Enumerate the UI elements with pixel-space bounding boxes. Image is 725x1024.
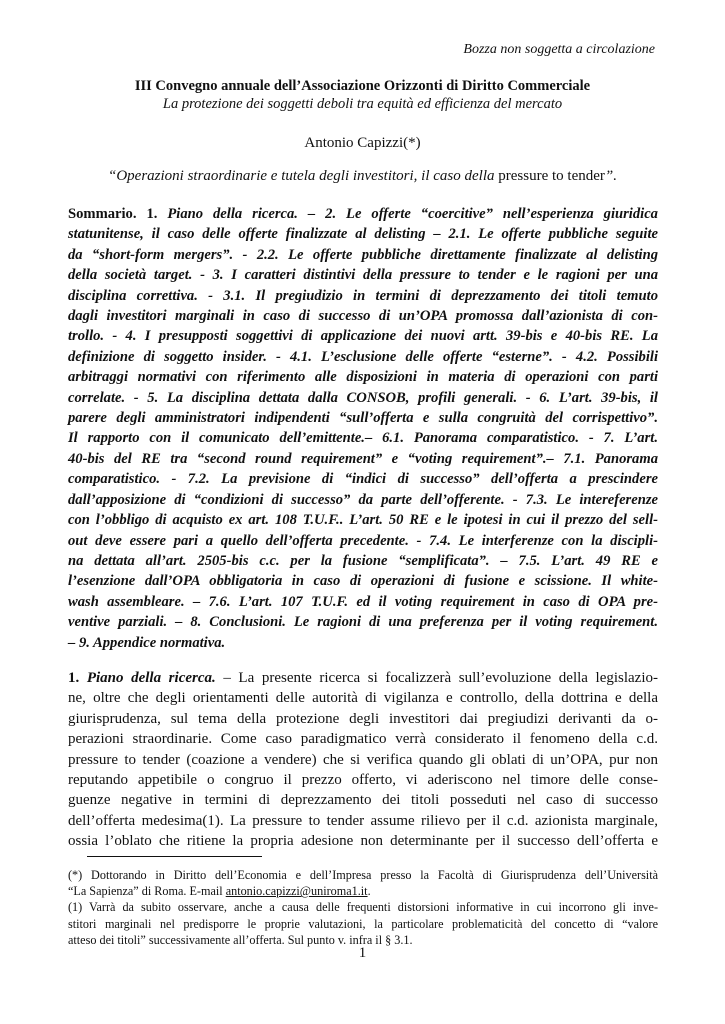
summary-text: definizione di soggetto insider. - 4.1. L’esclusione delle offerte “esterne”. - 4.2. Possibili — [68, 348, 658, 365]
paper-title-roman: pressure to tender — [494, 168, 605, 184]
paragraph-text: ne, oltre che degli orientamenti delle autorità di vigilanza e controllo, della dottrina e della — [68, 690, 658, 707]
paper-title-italic: “Operazioni straordinarie e tutela degli investitori, il caso della — [108, 168, 495, 184]
summary-line — [68, 428, 658, 448]
summary-text: con l’obbligo di acquisto ex art. 108 T.U.F.. L’art. 50 RE e le ipotesi in cui il prezzo del sell- — [68, 512, 658, 529]
summary-line — [68, 367, 658, 387]
summary-text: da “short-form mergers”. - 2.2. Le offerte pubbliche direttamente finalizzate al delisting — [68, 246, 658, 263]
summary-line — [68, 388, 658, 408]
summary-line — [68, 286, 658, 306]
paragraph-line — [68, 668, 658, 688]
summary-line — [68, 326, 658, 346]
summary-text: na dettata all’art. 2505-bis c.c. per la fusione “semplificata”. – 7.5. L’art. 49 RE e — [68, 552, 658, 569]
section-title: Piano della ricerca. — [86, 670, 224, 686]
summary-line — [68, 224, 658, 244]
summary-text: Il rapporto con il comunicato dell’emittente.– 6.1. Panorama comparatistico. - 7. L’art. — [68, 430, 658, 447]
conference-title: III Convegno annuale dell’Associazione Orizzonti di Diritto Commerciale — [134, 78, 591, 94]
paragraph-line — [68, 770, 658, 790]
paragraph-text: pressure to tender (coazione a vendere) che si verifica quando gli oblati di un’OPA, pur non — [68, 751, 658, 768]
paragraph-line — [68, 709, 658, 729]
conference-subtitle: La protezione dei soggetti deboli tra equità ed efficienza del mercato — [162, 96, 563, 112]
draft-note: Bozza non soggetta a circolazione — [463, 42, 655, 57]
summary-heading: Sommario. 1. — [68, 206, 158, 222]
summary-line — [68, 469, 658, 489]
author-email-link[interactable]: antonio.capizzi@uniroma1.it — [225, 884, 368, 899]
summary-text: l’esenzione dall’OPA obbligatoria in caso di operazioni di fusione e scissione. Il white- — [68, 573, 658, 590]
paragraph-line — [68, 688, 658, 708]
summary-text: comparatistico. - 7.2. La previsione di “indici di successo” dell’offerta a prescindere — [68, 471, 658, 488]
paragraph-text: reputando appetibile o congruo il prezzo offerto, vi aderiscono nel timore delle conse- — [68, 772, 658, 789]
paragraph-text: guenze negative in termini di deprezzamento dei titoli posseduti nel caso di successo — [68, 792, 658, 809]
paragraph-line — [68, 831, 658, 851]
paragraph-line — [68, 750, 658, 770]
summary-text: della società target. - 3. I caratteri distintivi della pressure to tender e le ragioni per una — [68, 267, 658, 284]
paragraph-text: giurisprudenza, sul tema della protezione degli investitori dai pregiudizi derivanti da o- — [68, 710, 658, 727]
paper-title-end: ”. — [604, 168, 617, 184]
table-of-contents-summary — [68, 204, 658, 653]
summary-line — [68, 204, 658, 224]
summary-line — [68, 490, 658, 510]
summary-text: Piano della ricerca. – 2. Le offerte “coercitive” nell’esperienza giuridica — [157, 206, 658, 222]
summary-text: dagli investitori marginali in caso di successo di un’OPA promossa dall’azionista di con- — [68, 308, 658, 325]
summary-text: wash assembleare. – 7.6. L’art. 107 T.U.F. ed il voting requirement in caso di OPA pre- — [68, 593, 658, 610]
summary-text: correlate. - 5. La disciplina dettata dalla CONSOB, profili generali. - 6. L’art. 39-bis, il — [68, 389, 658, 406]
summary-line — [68, 449, 658, 469]
footnote-author-end: . — [367, 884, 371, 899]
summary-text: disciplina correttiva. - 3.1. Il pregiudizio in termini di deprezzamento dei titoli temuto — [68, 287, 658, 304]
summary-line — [68, 245, 658, 265]
footnote-author-line-2 — [68, 883, 658, 899]
summary-line — [68, 571, 658, 591]
summary-text: statunitense, il caso delle offerte finalizzate al delisting – 2.1. Le offerte pubbliche seguite — [68, 226, 658, 243]
summary-text: – 9. Appendice normativa. — [68, 634, 226, 651]
summary-line — [68, 265, 658, 285]
summary-text: dall’apposizione di “condizioni di successo” da parte dell’offerente. - 7.3. Le intereferenze — [68, 491, 658, 508]
summary-line — [68, 612, 658, 632]
summary-text: out deve essere pari a quello dell’offerta precedente. - 7.4. Le interferenze con la discipli- — [68, 532, 658, 549]
summary-text: ventive parziali. – 8. Conclusioni. Le ragioni di una preferenza per il voting requirement. — [68, 614, 658, 631]
section-1-body — [68, 668, 658, 852]
paragraph-text: ossia l’oblato che ritiene la propria adesione non determinante per il successo dell’offerta e — [68, 833, 658, 850]
footnote-1-line-1: (1) Varrà da subito osservare, anche a causa delle frequenti distorsioni informative in cui incorrono gli inve- — [68, 900, 658, 915]
summary-line — [68, 347, 658, 367]
paper-title — [0, 168, 725, 185]
paragraph-line — [68, 729, 658, 749]
summary-line — [68, 592, 658, 612]
summary-text: 40-bis del RE tra “second round requirement” e “voting requirement”.– 7.1. Panorama — [68, 450, 658, 467]
summary-line — [68, 408, 658, 428]
author-name: Antonio Capizzi(*) — [304, 135, 421, 151]
summary-line — [68, 551, 658, 571]
summary-text: parere degli amministratori indipendenti “sull’offerta e sulla congruità del corrispettivo”. — [68, 410, 658, 427]
summary-line — [68, 510, 658, 530]
paragraph-line — [68, 811, 658, 831]
footnote-1-line-3: atteso dei titoli” successivamente all’offerta. Sul punto v. infra il § 3.1. — [68, 932, 413, 947]
footnote-author-line-1: (*) Dottorando in Diritto dell’Economia e dell’Impresa presso la Facoltà di Giurisprudenza dell’Università — [68, 868, 658, 882]
footnote-1-line-2: stitori marginali nel predisporre le proprie valutazioni, la particolare problematicità del concetto di “valore — [68, 916, 658, 931]
footnote-author-text: “La Sapienza” di Roma. E-mail — [68, 884, 226, 899]
paragraph-text: dell’offerta medesima(1). La pressure to tender assume rilievo per il c.d. azionista marginale, — [68, 812, 658, 829]
paragraph-text: – La presente ricerca si focalizzerà sull’evoluzione della legislazio- — [223, 670, 659, 686]
paragraph-line — [68, 790, 658, 810]
summary-text: trollo. - 4. I presupposti soggettivi di applicazione dei nuovi artt. 39-bis e 40-bis RE. La — [68, 328, 658, 345]
footnote-separator — [87, 856, 262, 857]
page-number: 1 — [358, 945, 367, 961]
footnotes — [68, 867, 658, 948]
paragraph-text: perazioni straordinarie. Come caso paradigmatico verrà considerato il fenomeno della c.d. — [68, 731, 658, 748]
summary-line — [68, 531, 658, 551]
summary-line — [68, 306, 658, 326]
section-number: 1. — [68, 670, 87, 686]
summary-text: arbitraggi normativi con riferimento alle disposizioni in materia di operazioni con parti — [68, 369, 658, 386]
summary-line — [68, 633, 658, 653]
